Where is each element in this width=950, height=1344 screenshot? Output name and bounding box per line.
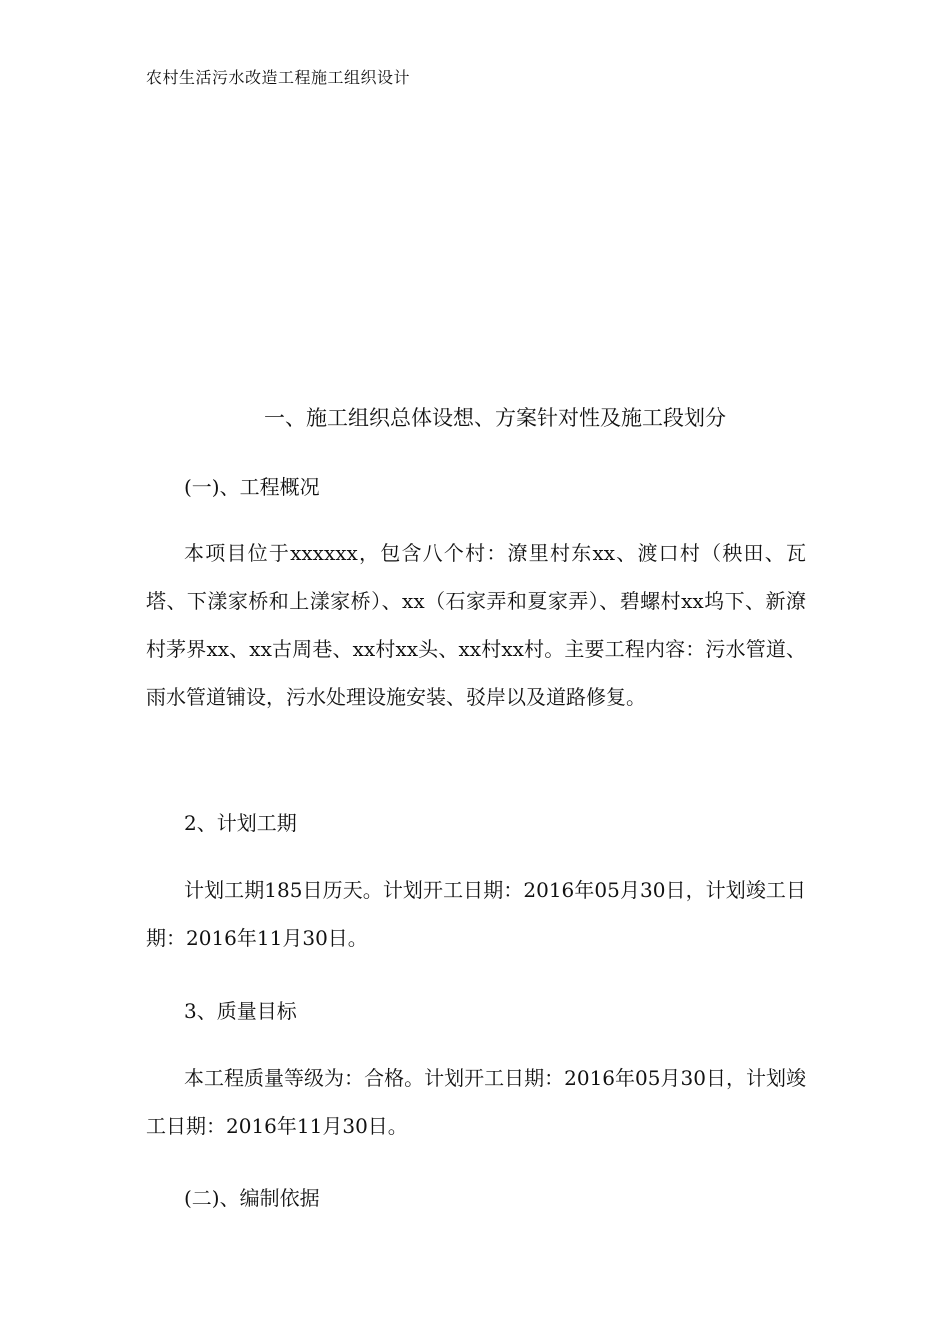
section-heading: 一、施工组织总体设想、方案针对性及施工段划分 (264, 406, 726, 430)
subsection-heading-compilation-basis: (二)、编制依据 (184, 1186, 320, 1210)
paragraph-quality-target: 本工程质量等级为：合格。计划开工日期：2016年05月30日，计划竣工日期：2016年11月30日。 (146, 1066, 806, 1138)
paragraph-project-overview: 本项目位于xxxxxx，包含八个村：潦里村东xx、渡口村（秧田、瓦塔、下漾家桥和上漾家桥）、xx（石家弄和夏家弄）、碧螺村xx坞下、新潦村茅界xx、xx古周巷、xx村xx头、xx村xx村。主要工程内容：污水管道、雨水管道铺设，污水处理设施安装、驳岸以及道路修复。 (146, 541, 806, 709)
heading-quality-target: 3、质量目标 (184, 999, 297, 1023)
document-header-title: 农村生活污水改造工程施工组织设计 (146, 68, 411, 87)
paragraph-planned-duration: 计划工期185日历天。计划开工日期：2016年05月30日，计划竣工日期：2016年11月30日。 (146, 878, 806, 950)
subsection-heading-project-overview: (一)、工程概况 (184, 475, 320, 499)
heading-planned-duration: 2、计划工期 (184, 811, 297, 835)
